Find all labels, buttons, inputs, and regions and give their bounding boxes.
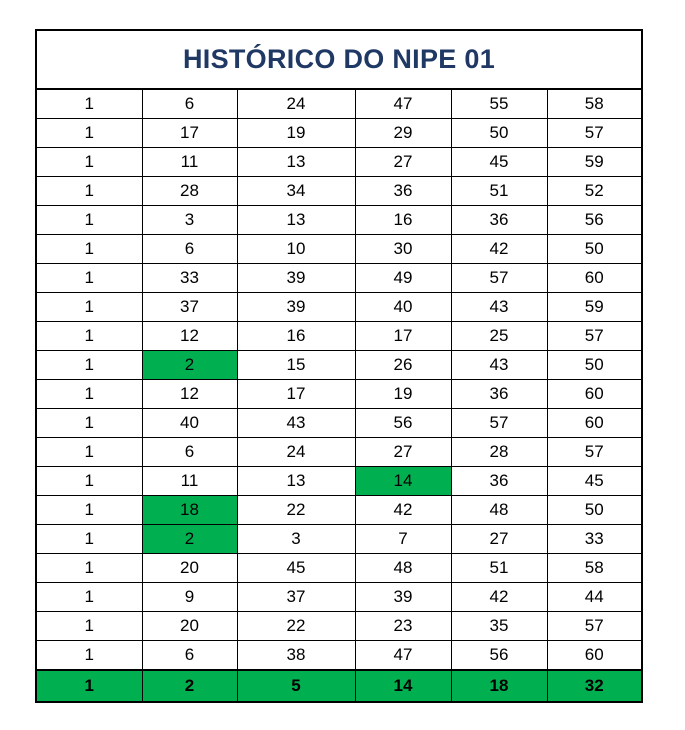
table-cell[interactable]: 1: [37, 206, 142, 235]
table-cell[interactable]: 38: [237, 641, 355, 671]
table-row: [37, 119, 641, 148]
table-cell[interactable]: 18: [142, 496, 237, 525]
table-cell[interactable]: 59: [547, 148, 641, 177]
table-cell[interactable]: 56: [355, 409, 451, 438]
table-cell[interactable]: 14: [355, 467, 451, 496]
table-cell[interactable]: 50: [547, 496, 641, 525]
table-cell[interactable]: 12: [142, 322, 237, 351]
table-cell[interactable]: 17: [355, 322, 451, 351]
table-cell[interactable]: 16: [237, 322, 355, 351]
table-row: [37, 409, 641, 438]
table-cell[interactable]: 40: [355, 293, 451, 322]
table-cell[interactable]: 23: [355, 612, 451, 641]
table-cell[interactable]: 1: [37, 177, 142, 206]
table-cell[interactable]: 27: [355, 438, 451, 467]
table-cell[interactable]: 22: [237, 612, 355, 641]
table-cell[interactable]: 24: [237, 438, 355, 467]
title-row: [37, 31, 641, 90]
table-cell[interactable]: 60: [547, 380, 641, 409]
table-row: [37, 351, 641, 380]
table-cell[interactable]: 1: [37, 351, 142, 380]
table-cell[interactable]: 2: [142, 351, 237, 380]
table-body: [37, 90, 641, 701]
table-cell[interactable]: 34: [237, 177, 355, 206]
table-cell[interactable]: 33: [142, 264, 237, 293]
table-cell[interactable]: 1: [37, 583, 142, 612]
table-row: [37, 525, 641, 554]
table-row: [37, 177, 641, 206]
table-cell[interactable]: 7: [355, 525, 451, 554]
table-cell[interactable]: 17: [142, 119, 237, 148]
table-cell[interactable]: 11: [142, 148, 237, 177]
table-cell[interactable]: 9: [142, 583, 237, 612]
table-cell[interactable]: 20: [142, 554, 237, 583]
table-cell[interactable]: 1: [37, 525, 142, 554]
table-cell[interactable]: 50: [547, 351, 641, 380]
table-cell[interactable]: 45: [237, 554, 355, 583]
table-cell[interactable]: 2: [142, 525, 237, 554]
total-row: [37, 670, 641, 701]
table-cell[interactable]: 28: [142, 177, 237, 206]
table-cell[interactable]: 12: [142, 380, 237, 409]
table-cell[interactable]: 19: [355, 380, 451, 409]
table-cell[interactable]: 56: [547, 206, 641, 235]
table-cell[interactable]: 1: [37, 438, 142, 467]
table-cell[interactable]: 43: [451, 351, 547, 380]
table-cell[interactable]: 48: [355, 554, 451, 583]
table-cell[interactable]: 28: [451, 438, 547, 467]
table-cell[interactable]: 44: [547, 583, 641, 612]
table-cell[interactable]: 25: [451, 322, 547, 351]
table-cell[interactable]: 51: [451, 554, 547, 583]
table-cell[interactable]: 59: [547, 293, 641, 322]
table-cell[interactable]: 1: [37, 322, 142, 351]
table-row: [37, 206, 641, 235]
table-cell[interactable]: 26: [355, 351, 451, 380]
total-cell[interactable]: 1: [37, 670, 142, 701]
table-cell[interactable]: 57: [451, 409, 547, 438]
table-cell[interactable]: 1: [37, 467, 142, 496]
table-cell[interactable]: 27: [355, 148, 451, 177]
table-cell[interactable]: 1: [37, 148, 142, 177]
table-cell[interactable]: 55: [451, 90, 547, 119]
table-cell[interactable]: 43: [451, 293, 547, 322]
table-cell[interactable]: 1: [37, 496, 142, 525]
table-cell[interactable]: 1: [37, 264, 142, 293]
table-row: [37, 322, 641, 351]
table-cell[interactable]: 36: [355, 177, 451, 206]
table-cell[interactable]: 39: [237, 293, 355, 322]
table-cell[interactable]: 3: [142, 206, 237, 235]
data-table: [37, 90, 641, 701]
table-row: [37, 235, 641, 264]
table-cell[interactable]: 50: [451, 119, 547, 148]
table-cell[interactable]: 40: [142, 409, 237, 438]
table-row: [37, 438, 641, 467]
table-row: [37, 293, 641, 322]
table-cell[interactable]: 49: [355, 264, 451, 293]
table-cell[interactable]: 51: [451, 177, 547, 206]
table-cell[interactable]: 13: [237, 206, 355, 235]
spreadsheet-table: [35, 29, 643, 703]
table-cell[interactable]: 1: [37, 235, 142, 264]
table-cell[interactable]: 17: [237, 380, 355, 409]
table-row: [37, 554, 641, 583]
table-cell[interactable]: 58: [547, 90, 641, 119]
table-cell[interactable]: 6: [142, 235, 237, 264]
table-row: [37, 380, 641, 409]
table-cell[interactable]: 11: [142, 467, 237, 496]
table-row: [37, 264, 641, 293]
table-cell[interactable]: 30: [355, 235, 451, 264]
table-cell[interactable]: 39: [237, 264, 355, 293]
total-cell[interactable]: 18: [451, 670, 547, 701]
table-cell[interactable]: 22: [237, 496, 355, 525]
total-cell[interactable]: 5: [237, 670, 355, 701]
table-cell[interactable]: 39: [355, 583, 451, 612]
table-cell[interactable]: 1: [37, 409, 142, 438]
table-row: [37, 641, 641, 671]
table-cell[interactable]: 42: [355, 496, 451, 525]
table-cell[interactable]: 57: [547, 119, 641, 148]
table-cell[interactable]: 6: [142, 641, 237, 671]
table-cell[interactable]: 57: [547, 322, 641, 351]
table-cell[interactable]: 60: [547, 409, 641, 438]
table-row: [37, 148, 641, 177]
table-cell[interactable]: 56: [451, 641, 547, 671]
table-cell[interactable]: 36: [451, 380, 547, 409]
table-cell[interactable]: 33: [547, 525, 641, 554]
table-cell[interactable]: 42: [451, 235, 547, 264]
table-cell[interactable]: 1: [37, 380, 142, 409]
table-row: [37, 90, 641, 119]
table-cell[interactable]: 13: [237, 467, 355, 496]
table-cell[interactable]: 43: [237, 409, 355, 438]
table-cell[interactable]: 48: [451, 496, 547, 525]
table-cell[interactable]: 6: [142, 90, 237, 119]
table-cell[interactable]: 6: [142, 438, 237, 467]
table-cell[interactable]: 60: [547, 641, 641, 671]
table-cell[interactable]: 57: [547, 612, 641, 641]
table-row: [37, 496, 641, 525]
table-cell[interactable]: 24: [237, 90, 355, 119]
table-cell[interactable]: 58: [547, 554, 641, 583]
table-cell[interactable]: 47: [355, 641, 451, 671]
table-cell[interactable]: 50: [547, 235, 641, 264]
table-cell[interactable]: 29: [355, 119, 451, 148]
table-cell[interactable]: 37: [237, 583, 355, 612]
table-cell[interactable]: 35: [451, 612, 547, 641]
table-cell[interactable]: 19: [237, 119, 355, 148]
total-cell[interactable]: 14: [355, 670, 451, 701]
table-cell[interactable]: 3: [237, 525, 355, 554]
table-cell[interactable]: 15: [237, 351, 355, 380]
table-cell[interactable]: 20: [142, 612, 237, 641]
table-cell[interactable]: 1: [37, 554, 142, 583]
table-cell[interactable]: 1: [37, 293, 142, 322]
table-row: [37, 467, 641, 496]
table-cell[interactable]: 36: [451, 467, 547, 496]
page-title: HISTÓRICO DO NIPE 01: [182, 44, 496, 74]
table-cell[interactable]: 45: [451, 148, 547, 177]
table-cell[interactable]: 36: [451, 206, 547, 235]
table-cell[interactable]: 1: [37, 90, 142, 119]
table-cell[interactable]: 42: [451, 583, 547, 612]
table-cell[interactable]: 10: [237, 235, 355, 264]
table-cell[interactable]: 27: [451, 525, 547, 554]
table-row: [37, 583, 641, 612]
table-cell[interactable]: 57: [547, 438, 641, 467]
table-cell[interactable]: 37: [142, 293, 237, 322]
table-cell[interactable]: 1: [37, 119, 142, 148]
table-cell[interactable]: 1: [37, 612, 142, 641]
table-cell[interactable]: 45: [547, 467, 641, 496]
table-cell[interactable]: 52: [547, 177, 641, 206]
table-cell[interactable]: 60: [547, 264, 641, 293]
table-row: [37, 612, 641, 641]
table-cell[interactable]: 47: [355, 90, 451, 119]
table-cell[interactable]: 13: [237, 148, 355, 177]
total-cell[interactable]: 32: [547, 670, 641, 701]
table-cell[interactable]: 57: [451, 264, 547, 293]
table-cell[interactable]: 1: [37, 641, 142, 671]
total-cell[interactable]: 2: [142, 670, 237, 701]
table-cell[interactable]: 16: [355, 206, 451, 235]
